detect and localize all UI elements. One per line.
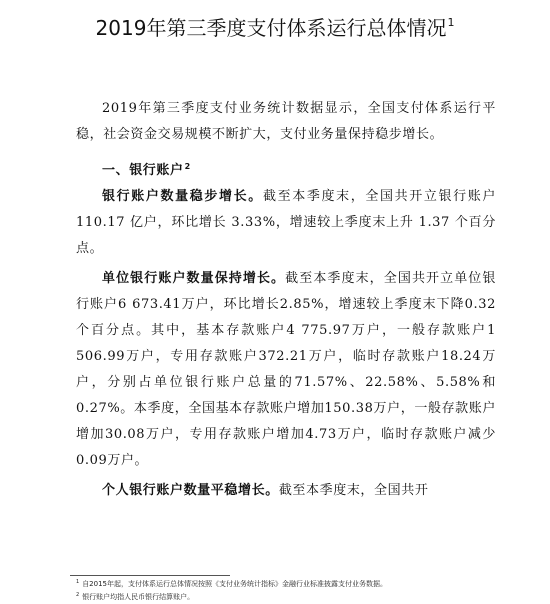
paragraph-text: 截至本季度末，全国共开立单位银行账户6 673.41万户，环比增长2.85%，增速较上季度末下降0.32个百分点。其中，基本存款账户4 775.97万户，一般存款账户1 506.99万户，专用存款账户372.21万户，临时存款账户18.24万户，分别占单位银行账户总量的71.57%、22.58%、5.58%和0.27%。本季度，全国基本存款账户增加150.38万户，一般存款账户增加30.08万户，专用存款账户增加4.73万户，临时存款账户减少0.09万户。	[76, 271, 496, 468]
paragraph-unit-accounts	[76, 266, 496, 474]
footnote-divider	[70, 575, 230, 576]
footnote-item	[76, 577, 536, 590]
footnote-text: 自2015年起，支付体系运行总体情况按照《支付业务统计指标》金融行业标准披露支付业务数据。	[82, 580, 388, 588]
paragraph-bank-accounts	[76, 184, 496, 262]
footnote-text: 银行账户均指人民币银行结算账户。	[82, 593, 195, 601]
footnote-mark: 2	[76, 592, 80, 598]
paragraph-lead: 银行账户数量稳步增长。	[102, 189, 263, 204]
title-footnote-mark: 1	[447, 16, 455, 29]
document-body	[76, 96, 496, 504]
intro-paragraph: 2019年第三季度支付业务统计数据显示，全国支付体系运行平稳，社会资金交易规模不断扩大，支付业务量保持稳步增长。	[76, 101, 496, 142]
paragraph-text: 截至本季度末，全国共开立银行账户 110.17 亿户，环比增长 3.33%，增速较上季度末上升 1.37 个百分点。	[76, 189, 496, 256]
section-heading-bank-accounts	[76, 154, 496, 184]
section-heading-text: 一、银行账户	[102, 163, 184, 178]
page-title-text: 2019年第三季度支付体系运行总体情况	[95, 16, 447, 40]
section-footnote-mark: 2	[184, 162, 191, 171]
footnote-item	[76, 590, 536, 603]
footnotes	[76, 577, 536, 603]
paragraph-personal-accounts	[76, 478, 496, 504]
paragraph-text: 截至本季度末，全国共开	[278, 483, 429, 498]
footnote-mark: 1	[76, 579, 80, 585]
page-title	[0, 10, 550, 41]
paragraph-lead: 单位银行账户数量保持增长。	[102, 271, 286, 286]
paragraph-lead: 个人银行账户数量平稳增长。	[102, 483, 279, 498]
